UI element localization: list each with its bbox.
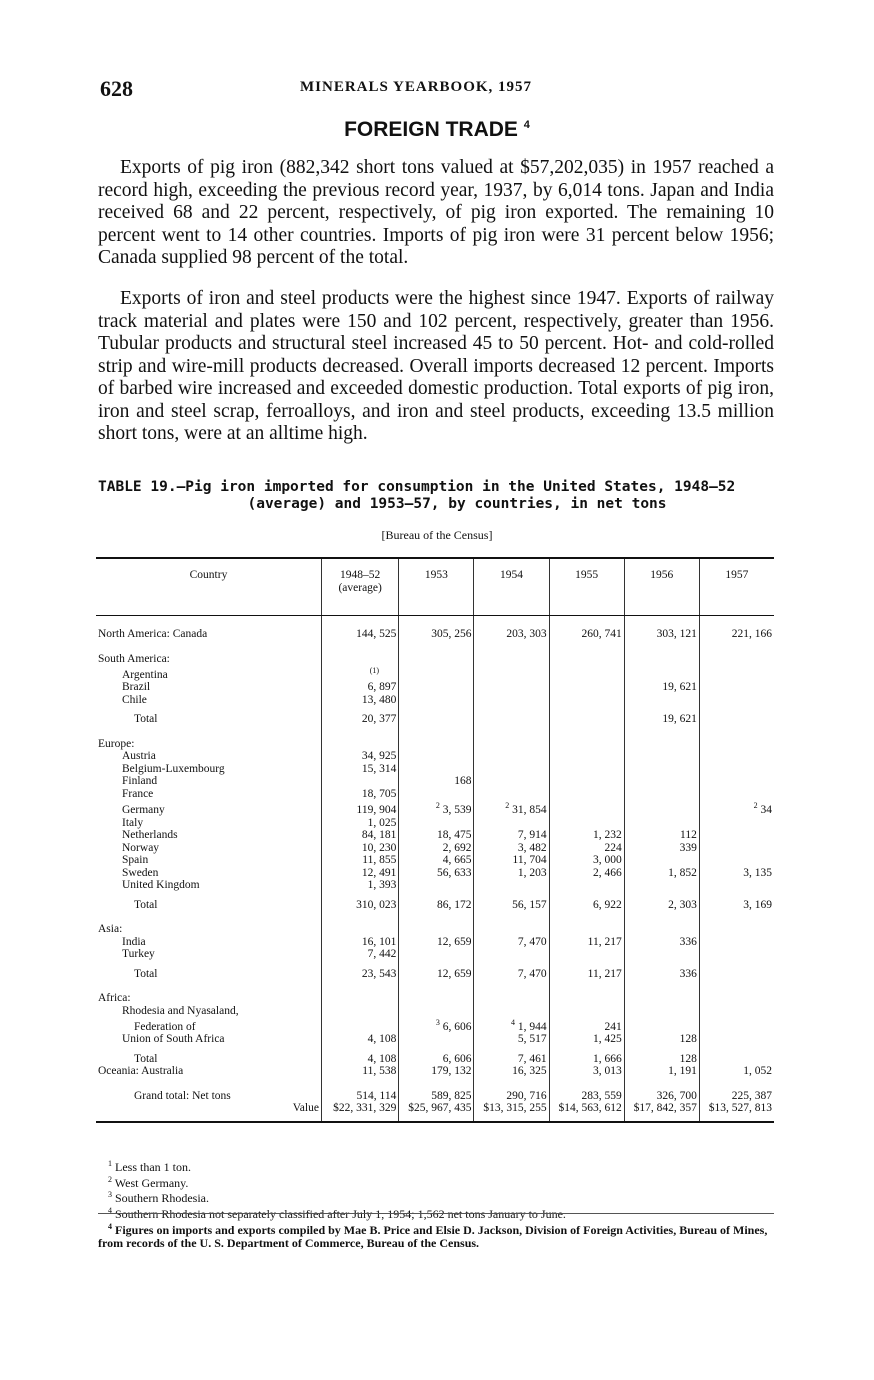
row-label: Value	[292, 1102, 319, 1115]
table-grand-total-row	[96, 1090, 774, 1103]
cell: 11, 217	[549, 936, 624, 949]
section-footnote-mark: 4	[523, 119, 530, 131]
cell: 283, 559	[549, 1090, 624, 1103]
page-number: 628	[100, 76, 133, 101]
cell: $22, 331, 329	[321, 1102, 398, 1115]
table-group-heading	[96, 738, 774, 751]
cell: 1, 666	[549, 1053, 624, 1066]
table-title-line-1: TABLE 19.—Pig iron imported for consumption in the United States, 1948–52	[98, 479, 736, 495]
table-group-heading	[96, 653, 774, 666]
cell: 84, 181	[321, 829, 398, 842]
cell: 3, 000	[549, 854, 624, 867]
cell: 6, 606	[399, 1053, 474, 1066]
table-row	[96, 665, 774, 681]
cell: 339	[624, 842, 699, 855]
row-label: Total	[134, 898, 158, 911]
row-label: Spain	[122, 854, 149, 867]
cell: 56, 633	[399, 867, 474, 880]
cell: 7, 914	[474, 829, 549, 842]
cell: 326, 700	[624, 1090, 699, 1103]
table-row	[96, 867, 774, 880]
table-row	[96, 1017, 774, 1033]
column-header-1955: 1955	[549, 558, 624, 616]
cell: 16, 101	[321, 936, 398, 949]
cell: 11, 538	[321, 1065, 398, 1078]
paragraph-pig-iron: Exports of pig iron (882,342 short tons valued at $57,202,035) in 1957 reached a record high, exceeding the previous record year, 1937, by 6,014 tons. Japan and India received 68 and 22 percent, respectively, of pig iron exported. The remaining 10 percent went to 14 other countries. Imports of pig iron were 31 percent below 1956; Canada supplied 98 percent of the total.	[98, 157, 774, 268]
cell: 310, 023	[321, 899, 398, 912]
cell: 203, 303	[474, 628, 549, 641]
cell: 1, 191	[624, 1065, 699, 1078]
cell: 1, 425	[549, 1033, 624, 1046]
column-header-country: Country	[96, 558, 321, 616]
table-row	[96, 829, 774, 842]
cell: 7, 470	[474, 936, 549, 949]
cell: 241	[549, 1017, 624, 1033]
footnote: $^1$ Less than 1 ton.	[108, 1159, 191, 1174]
cell: 179, 132	[399, 1065, 474, 1078]
table-footnotes	[108, 1158, 566, 1220]
cell: 1, 025	[321, 817, 398, 830]
cell: 11, 855	[321, 854, 398, 867]
cell: 225, 387	[699, 1090, 774, 1103]
row-label: Total	[134, 1052, 158, 1065]
cell: 128	[624, 1033, 699, 1046]
row-label: Germany	[122, 804, 165, 817]
cell: 10, 230	[321, 842, 398, 855]
cell: 2, 692	[399, 842, 474, 855]
running-head: MINERALS YEARBOOK, 1957	[300, 79, 533, 95]
table-row	[96, 788, 774, 801]
row-label: Belgium-Luxembourg	[122, 762, 225, 775]
row-label: Brazil	[122, 681, 151, 694]
row-label: Federation of	[134, 1020, 196, 1033]
table-row	[96, 1033, 774, 1046]
cell: 290, 716	[474, 1090, 549, 1103]
group-label: South America:	[98, 652, 170, 665]
cell: 34, 925	[321, 750, 398, 763]
paragraph-iron-steel-products: Exports of iron and steel products were the highest since 1947. Exports of railway track material and plates were 150 and 102 percent, respectively, greater than 1956. Tubular products and structural steel increased 45 to 50 percent. Hot- and cold-rolled strip and wire-mill products decreased. Overall imports decreased 12 percent. Imports of barbed wire increased and exceeded domestic production. Total exports of pig iron, iron and steel scrap, ferroalloys, and iron and steel products, exceeding 13.5 million short tons, were at an alltime high.	[98, 288, 774, 444]
pig-iron-imports-table	[96, 557, 774, 1123]
table-row	[96, 879, 774, 892]
cell: 2, 466	[549, 867, 624, 880]
row-label: Finland	[122, 775, 158, 788]
cell: $^3$ 6, 606	[399, 1017, 474, 1033]
table-row	[96, 628, 774, 641]
table-row	[96, 842, 774, 855]
row-label: United Kingdom	[122, 879, 200, 892]
cell: 305, 256	[399, 628, 474, 641]
table-row	[96, 948, 774, 961]
cell: 4, 108	[321, 1053, 398, 1066]
row-label: Chile	[122, 693, 147, 706]
cell: $14, 563, 612	[549, 1102, 624, 1115]
cell: 260, 741	[549, 628, 624, 641]
section-title-text: FOREIGN TRADE	[344, 118, 518, 141]
column-header-1957: 1957	[699, 558, 774, 616]
footnote-divider	[98, 1213, 774, 1214]
table-source: [Bureau of the Census]	[381, 528, 493, 542]
cell: 2, 303	[624, 899, 699, 912]
table-row	[96, 694, 774, 707]
cell: 3, 482	[474, 842, 549, 855]
cell: $13, 315, 255	[474, 1102, 549, 1115]
cell: 15, 314	[321, 763, 398, 776]
row-label: India	[122, 935, 146, 948]
cell: 1, 393	[321, 879, 398, 892]
table-total-row	[96, 968, 774, 981]
table-row	[96, 1065, 774, 1078]
cell: 23, 543	[321, 968, 398, 981]
cell: 56, 157	[474, 899, 549, 912]
row-label: Sweden	[122, 866, 159, 879]
row-label: Austria	[122, 750, 156, 763]
column-header-1956: 1956	[624, 558, 699, 616]
table-row	[96, 763, 774, 776]
cell: 5, 517	[474, 1033, 549, 1046]
table-title	[98, 479, 776, 513]
cell: 19, 621	[624, 681, 699, 694]
cell: 1, 052	[699, 1065, 774, 1078]
cell: 514, 114	[321, 1090, 398, 1103]
table-row	[96, 775, 774, 788]
cell: 589, 825	[399, 1090, 474, 1103]
cell: 12, 659	[399, 936, 474, 949]
footnote: $^3$ Southern Rhodesia.	[108, 1190, 209, 1205]
cell: 86, 172	[399, 899, 474, 912]
group-label: Asia:	[98, 923, 123, 936]
cell: 336	[624, 936, 699, 949]
table-group-heading	[96, 992, 774, 1005]
row-label: Total	[134, 967, 158, 980]
cell: 3, 169	[699, 899, 774, 912]
row-label: Argentina	[122, 668, 168, 681]
column-header-1948-52: 1948–52 (average)	[321, 558, 398, 616]
table-header-row	[96, 558, 774, 616]
footnote: $^4$ Southern Rhodesia not separately classified after July 1, 1954; 1,562 net tons January to June.	[108, 1205, 566, 1221]
table-total-row	[96, 899, 774, 912]
row-label: Total	[134, 713, 158, 726]
cell: $13, 527, 813	[699, 1102, 774, 1115]
row-label: Turkey	[122, 948, 155, 961]
cell: 1, 232	[549, 829, 624, 842]
table-total-row	[96, 1053, 774, 1066]
cell: 13, 480	[321, 694, 398, 707]
row-label: Netherlands	[122, 829, 178, 842]
row-label: Union of South Africa	[122, 1033, 225, 1046]
cell: 303, 121	[624, 628, 699, 641]
cell: 128	[624, 1053, 699, 1066]
table-grand-total-row	[96, 1102, 774, 1115]
cell: $^4$ 1, 944	[474, 1017, 549, 1033]
cell: 7, 442	[321, 948, 398, 961]
cell: 144, 525	[321, 628, 398, 641]
table-row	[96, 681, 774, 694]
cell: 11, 704	[474, 854, 549, 867]
row-label: Grand total: Net tons	[134, 1089, 231, 1102]
cell: 11, 217	[549, 968, 624, 981]
cell: 12, 659	[399, 968, 474, 981]
cell: 224	[549, 842, 624, 855]
cell: 18, 475	[399, 829, 474, 842]
section-title	[0, 118, 874, 142]
table-row	[96, 1005, 774, 1018]
table-row	[96, 750, 774, 763]
column-header-1953: 1953	[399, 558, 474, 616]
cell: 119, 904	[321, 800, 398, 816]
cell: 16, 325	[474, 1065, 549, 1078]
footnote: $^2$ West Germany.	[108, 1174, 189, 1190]
table-title-line-2: (average) and 1953–57, by countries, in net tons	[247, 496, 667, 512]
section-footnote: $^4$ Figures on imports and exports compiled by Mae B. Price and Elsie D. Jackson, Division of Foreign Activities, Bureau of Mines, from records of the U. S. Department of Commerce, Bureau of the Census.	[98, 1222, 768, 1250]
cell: 3, 013	[549, 1065, 624, 1078]
table-row	[96, 854, 774, 867]
row-label: Italy	[122, 816, 144, 829]
group-label: Europe:	[98, 737, 135, 750]
cell: 6, 897	[321, 681, 398, 694]
cell: 4, 665	[399, 854, 474, 867]
cell: 18, 705	[321, 788, 398, 801]
cell: $25, 967, 435	[399, 1102, 474, 1115]
cell: 168	[399, 775, 474, 788]
table-total-row	[96, 713, 774, 726]
cell: 1, 203	[474, 867, 549, 880]
cell: 3, 135	[699, 867, 774, 880]
cell: 7, 461	[474, 1053, 549, 1066]
cell: $^2$ 34	[699, 800, 774, 816]
cell: (1)	[321, 665, 398, 681]
cell: 112	[624, 829, 699, 842]
row-label: North America: Canada	[98, 628, 208, 640]
cell: 7, 470	[474, 968, 549, 981]
cell: 6, 922	[549, 899, 624, 912]
cell: 336	[624, 968, 699, 981]
table-row	[96, 800, 774, 816]
cell: 20, 377	[321, 713, 398, 726]
column-header-1954: 1954	[474, 558, 549, 616]
cell: 12, 491	[321, 867, 398, 880]
cell: 19, 621	[624, 713, 699, 726]
cell: $^2$ 3, 539	[399, 800, 474, 816]
row-label: Oceania: Australia	[98, 1065, 184, 1078]
cell: $17, 842, 357	[624, 1102, 699, 1115]
cell: 1, 852	[624, 867, 699, 880]
cell: 4, 108	[321, 1033, 398, 1046]
cell: 221, 166	[699, 628, 774, 641]
table-group-heading	[96, 923, 774, 936]
group-label: Africa:	[98, 992, 131, 1005]
row-label: Norway	[122, 841, 160, 854]
row-label: Rhodesia and Nyasaland,	[122, 1004, 239, 1017]
cell: $^2$ 31, 854	[474, 800, 549, 816]
table-row	[96, 817, 774, 830]
row-label: France	[122, 787, 154, 800]
table-row	[96, 936, 774, 949]
